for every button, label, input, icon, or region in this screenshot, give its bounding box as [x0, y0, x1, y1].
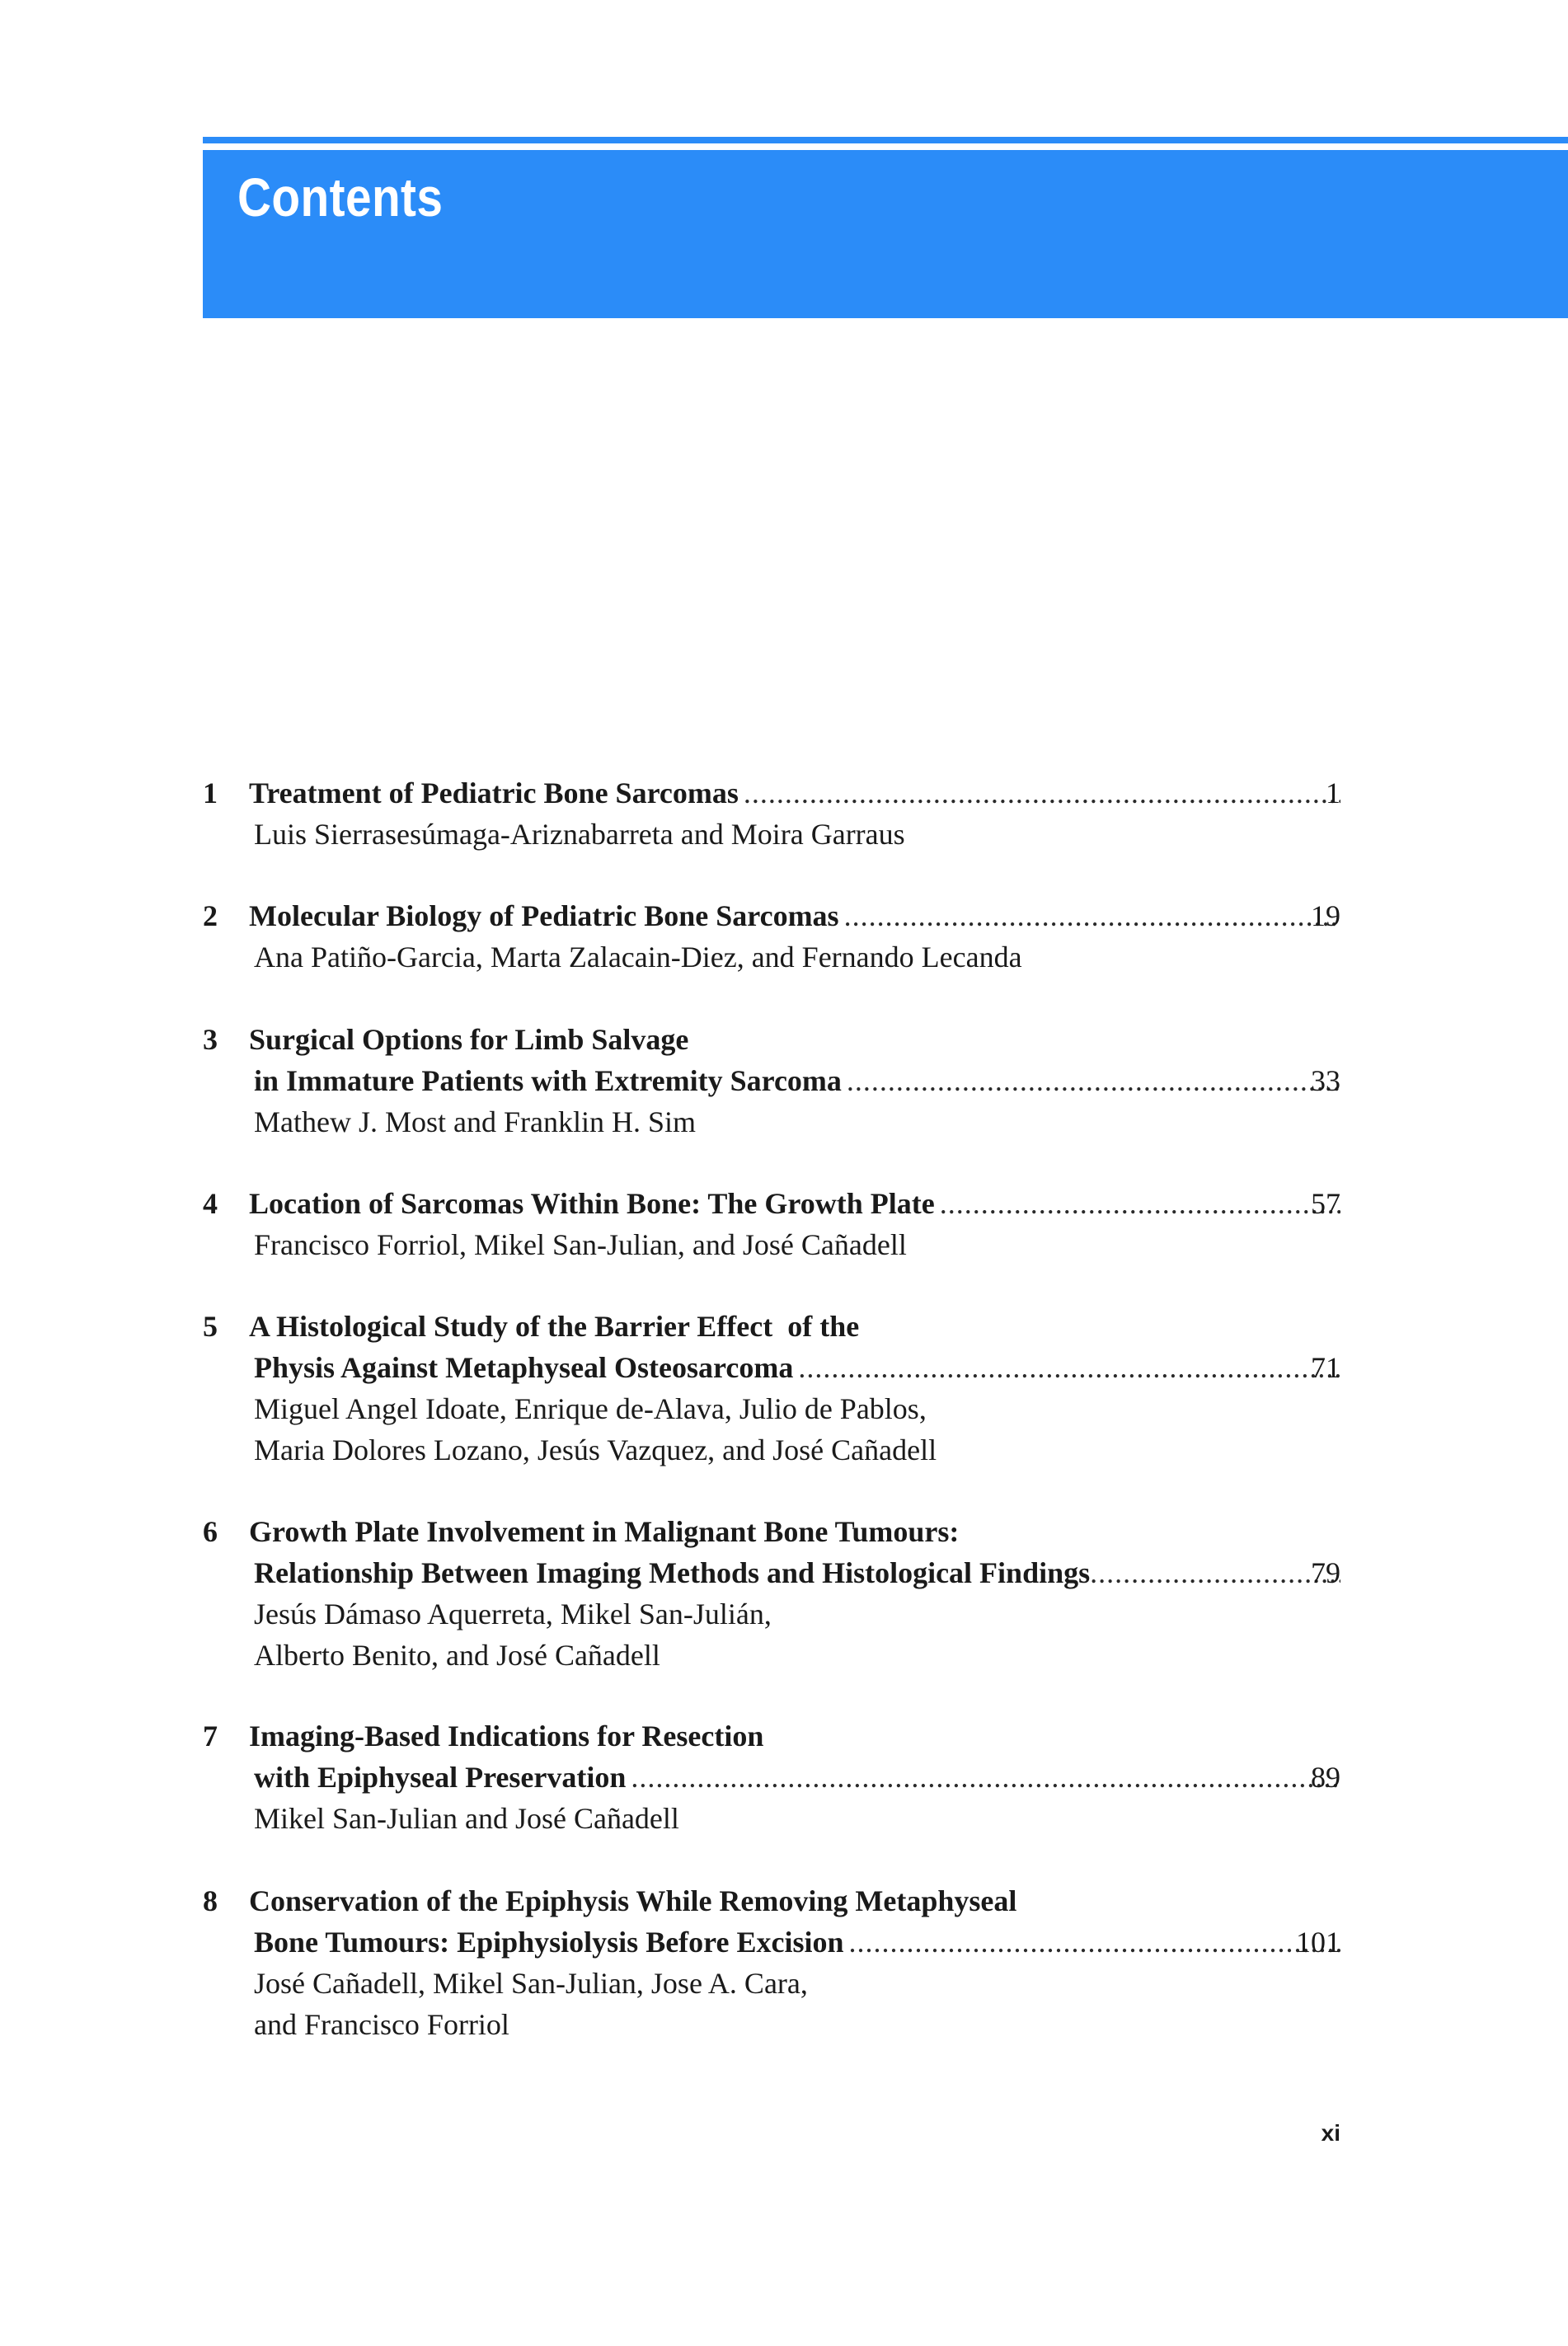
chapter-number: 1	[203, 777, 218, 809]
chapter-number: 5	[203, 1310, 218, 1343]
toc-entry-6[interactable]	[203, 1511, 1340, 1676]
dot-leader	[631, 1757, 1340, 1798]
chapter-title-line-1[interactable]: Conservation of the Epiphysis While Removing Metaphyseal	[249, 1884, 1017, 1917]
chapter-title[interactable]: Location of Sarcomas Within Bone: The Growth Plate	[249, 1187, 935, 1220]
toc-entry-5[interactable]	[203, 1306, 1340, 1471]
page-number[interactable]: 33	[1311, 1064, 1340, 1097]
chapter-authors: Mathew J. Most and Franklin H. Sim	[254, 1105, 696, 1138]
chapter-title-line-1[interactable]: Imaging-Based Indications for Resection	[249, 1720, 764, 1752]
page-number[interactable]: 57	[1311, 1187, 1340, 1220]
chapter-title-line-2[interactable]: Relationship Between Imaging Methods and Histological Findings	[254, 1556, 1091, 1589]
chapter-title-line-2[interactable]: Physis Against Metaphyseal Osteosarcoma	[254, 1351, 794, 1384]
chapter-number: 3	[203, 1023, 218, 1056]
chapter-number: 8	[203, 1884, 218, 1917]
page-number[interactable]: 101	[1296, 1926, 1340, 1959]
toc-entry-4[interactable]	[203, 1183, 1340, 1265]
chapter-authors-line-1: José Cañadell, Mikel San-Julian, Jose A. Cara,	[254, 1967, 808, 2000]
toc-entry-8[interactable]	[203, 1880, 1340, 2045]
chapter-number: 6	[203, 1515, 218, 1548]
toc-entry-2[interactable]	[203, 895, 1340, 978]
chapter-title-line-2[interactable]: Bone Tumours: Epiphysiolysis Before Excision	[254, 1926, 844, 1959]
toc-entry-7[interactable]	[203, 1715, 1340, 1839]
chapter-title-line-2[interactable]: with Epiphyseal Preservation	[254, 1761, 627, 1794]
chapter-title[interactable]: Molecular Biology of Pediatric Bone Sarcomas	[249, 899, 839, 932]
chapter-title-line-1[interactable]: Surgical Options for Limb Salvage	[249, 1023, 689, 1056]
page-number[interactable]: 89	[1311, 1761, 1340, 1794]
chapter-authors-line-1: Jesús Dámaso Aquerreta, Mikel San-Julián,	[254, 1598, 772, 1630]
chapter-number: 7	[203, 1720, 218, 1752]
chapter-number: 2	[203, 899, 218, 932]
dot-leader	[744, 772, 1340, 814]
chapter-authors: Ana Patiño-Garcia, Marta Zalacain-Diez, and Fernando Lecanda	[254, 941, 1022, 974]
page-number[interactable]: 19	[1311, 899, 1340, 932]
chapter-authors: Francisco Forriol, Mikel San-Julian, and José Cañadell	[254, 1228, 907, 1261]
page-folio: xi	[1321, 2120, 1340, 2146]
chapter-title-line-2[interactable]: in Immature Patients with Extremity Sarcoma	[254, 1064, 842, 1097]
chapter-number: 4	[203, 1187, 218, 1220]
chapter-title-line-1[interactable]: A Histological Study of the Barrier Effect of the	[249, 1310, 860, 1343]
page-number[interactable]: 79	[1311, 1556, 1340, 1589]
chapter-title-line-1[interactable]: Growth Plate Involvement in Malignant Bone Tumours:	[249, 1515, 960, 1548]
table-of-contents	[203, 0, 1340, 2346]
chapter-authors-line-1: Miguel Angel Idoate, Enrique de-Alava, Julio de Pablos,	[254, 1392, 927, 1425]
chapter-authors-line-2: and Francisco Forriol	[254, 2008, 509, 2041]
chapter-title[interactable]: Treatment of Pediatric Bone Sarcomas	[249, 777, 739, 809]
toc-entry-1[interactable]	[203, 772, 1340, 855]
dot-leader	[798, 1347, 1340, 1388]
toc-entry-3[interactable]	[203, 1019, 1340, 1143]
page-number[interactable]: 71	[1311, 1351, 1340, 1384]
page-title: Contents	[237, 167, 444, 228]
chapter-authors-line-2: Maria Dolores Lozano, Jesús Vazquez, and José Cañadell	[254, 1433, 937, 1466]
chapter-authors-line-2: Alberto Benito, and José Cañadell	[254, 1639, 660, 1672]
chapter-authors: Mikel San-Julian and José Cañadell	[254, 1802, 679, 1835]
chapter-authors: Luis Sierrasesúmaga-Ariznabarreta and Moira Garraus	[254, 818, 905, 851]
page-number[interactable]: 1	[1326, 777, 1340, 809]
